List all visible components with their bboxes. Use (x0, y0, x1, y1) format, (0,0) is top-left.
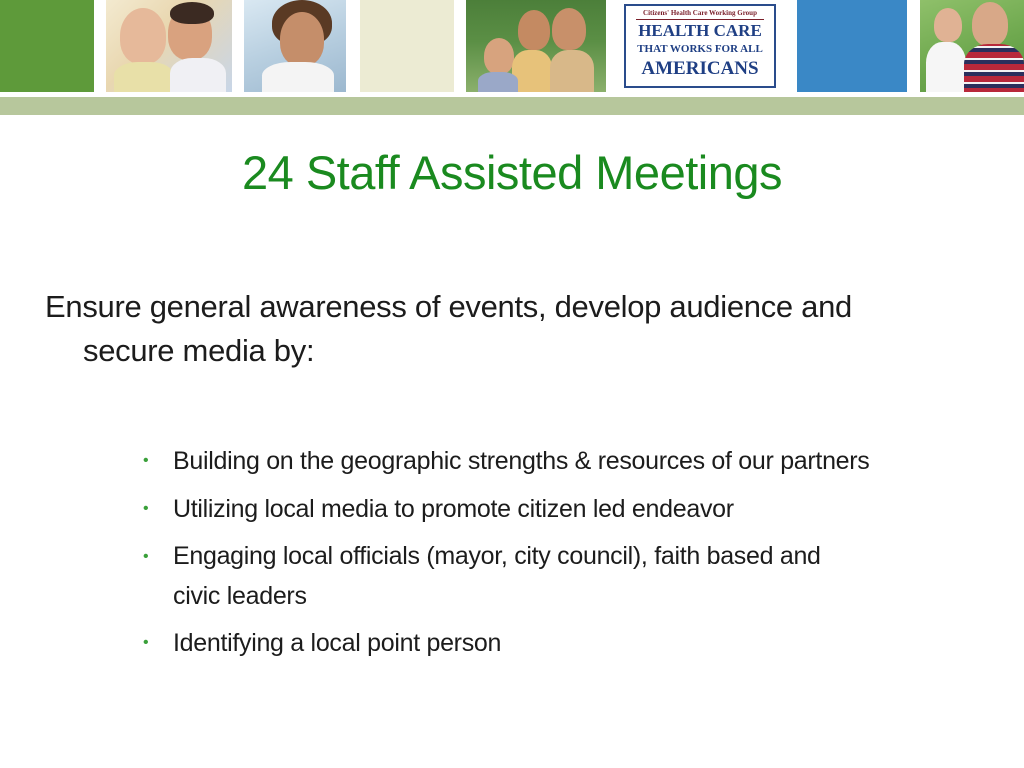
cream-color-tile (360, 0, 454, 92)
lead-line-2: secure media by: (83, 333, 315, 368)
bullet-list (143, 440, 1003, 670)
logo-line-3: AMERICANS (641, 58, 759, 79)
shirt-woman (262, 62, 334, 92)
slide-title: 24 Staff Assisted Meetings (241, 146, 782, 199)
banner-stripe (0, 97, 1024, 115)
bullet-icon: • (143, 548, 149, 565)
bullet-icon: • (143, 452, 149, 469)
lead-paragraph (45, 285, 945, 373)
lead-line-1: Ensure general awareness of events, develop audience and (45, 289, 852, 324)
green-color-tile (0, 0, 94, 92)
campaign-logo (618, 0, 782, 92)
photo-grandfather-child (920, 0, 1024, 92)
logo-line-1: HEALTH CARE (638, 21, 762, 40)
logo-frame (624, 4, 776, 88)
photo-older-couple (106, 0, 232, 92)
photo-banner (0, 0, 1024, 95)
face-man (120, 8, 166, 64)
bullet-text-continued: civic leaders (173, 582, 307, 610)
face-grandfather (972, 2, 1008, 46)
bullet-text: Utilizing local media to promote citizen led endeavor (173, 495, 734, 523)
face-woman (280, 12, 324, 66)
logo-line-2: THAT WORKS FOR ALL (637, 43, 763, 55)
face-child (934, 8, 962, 42)
bullet-text: Engaging local officials (mayor, city council), faith based and (173, 542, 821, 570)
photo-children (466, 0, 606, 92)
bullet-icon: • (143, 634, 149, 651)
bullet-text: Identifying a local point person (173, 629, 502, 657)
logo-rule-top (636, 19, 764, 20)
list-item (143, 440, 1003, 482)
shirt-man (114, 62, 174, 92)
hair-woman (170, 2, 214, 24)
shirt-girl-left (512, 50, 552, 92)
shirt-grandfather (964, 44, 1024, 92)
bullet-icon: • (143, 500, 149, 517)
shirt-girl-right (550, 50, 594, 92)
shirt-woman (170, 58, 226, 92)
shirt-boy (478, 72, 518, 92)
photo-smiling-woman (244, 0, 346, 92)
face-boy (484, 38, 514, 74)
blue-color-tile (797, 0, 907, 92)
logo-kicker: Citizens' Health Care Working Group (643, 9, 757, 17)
face-girl-right (552, 8, 586, 50)
list-item (143, 536, 1003, 616)
bullet-text: Building on the geographic strengths & resources of our partners (173, 447, 870, 475)
list-item (143, 488, 1003, 530)
shirt-child (926, 42, 966, 92)
list-item (143, 622, 1003, 664)
face-girl-left (518, 10, 550, 50)
